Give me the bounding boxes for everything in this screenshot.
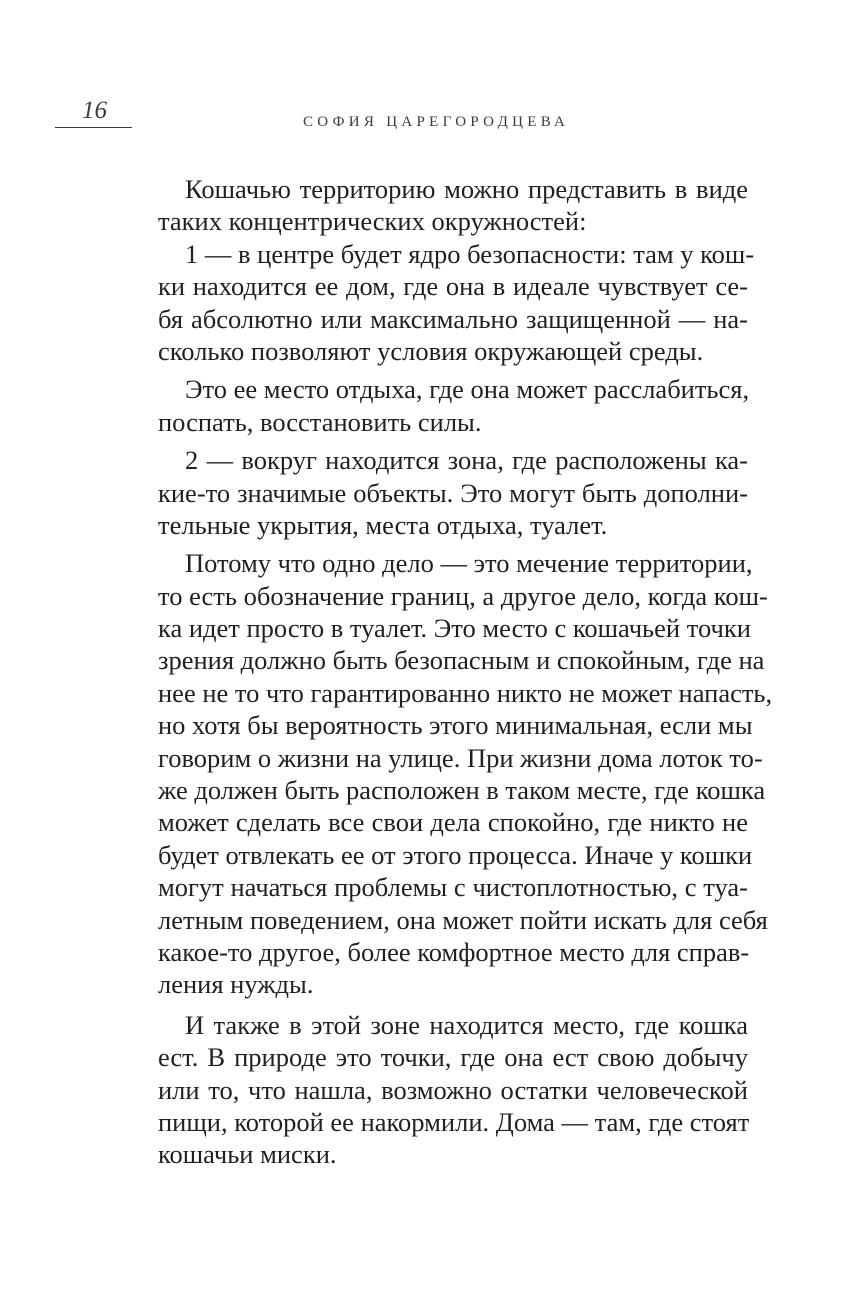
- page-number-rule: [55, 127, 132, 128]
- text-line: могут начаться проблемы с чистоплотностью, с туа-: [158, 872, 748, 903]
- text-line: Кошачью территорию можно представить в виде: [185, 174, 748, 204]
- text-line: ления нужды.: [158, 969, 314, 1000]
- text-line: бя абсолютно или максимально защищенной — на-: [158, 303, 748, 334]
- text-line: ка идет просто в туалет. Это место с кошачьей точки: [158, 613, 751, 644]
- text-line: будет отвлекать ее от этого процесса. Иначе у кошки: [158, 839, 753, 870]
- page-number: 16: [82, 97, 107, 124]
- text-line: нее не то что гарантированно никто не может напасть,: [158, 677, 773, 708]
- text-line: Потому что одно дело — это мечение территории,: [185, 548, 753, 579]
- text-line: говорим о жизни на улице. При жизни дома лоток то-: [158, 742, 763, 773]
- text-line: летным поведением, она может пойти искать для себя: [158, 904, 768, 935]
- text-line: ест. В природе это точки, где она ест свою добычу: [158, 1042, 748, 1073]
- text-line: но хотя бы вероятность этого минимальная, если мы: [158, 710, 753, 741]
- text-line: может сделать все свои дела спокойно, где никто не: [158, 807, 748, 838]
- text-line: кошачьи миски.: [158, 1139, 337, 1170]
- text-line: кие-то значимые объекты. Это могут быть дополни-: [158, 477, 748, 508]
- text-line: тельные укрытия, места отдыха, туалет.: [158, 509, 608, 540]
- body-text: [158, 173, 773, 1171]
- text-line: пищи, которой ее накормили. Дома — там, где стоят: [158, 1106, 750, 1137]
- text-line: же должен быть расположен в таком месте, где кошка: [158, 775, 766, 806]
- text-line: 1 — в центре будет ядро безопасности: там у кош-: [185, 238, 755, 269]
- text-line: поспать, восстановить силы.: [158, 406, 482, 437]
- text-line: сколько позволяют условия окружающей среды.: [158, 335, 704, 366]
- text-line: 2 — вокруг находится зона, где расположены ка-: [185, 445, 748, 476]
- text-line: какое-то другое, более комфортное место для справ-: [158, 936, 750, 967]
- text-line: таких концентрических окружностей:: [158, 206, 587, 237]
- text-line: И также в этой зоне находится место, где кошка: [185, 1009, 748, 1040]
- text-line: зрения должно быть безопасным и спокойным, где на: [158, 645, 765, 676]
- text-line: то есть обозначение границ, а другое дело, когда кош-: [158, 580, 768, 611]
- text-line: ки находится ее дом, где она в идеале чувствует се-: [158, 271, 748, 302]
- running-head: СОФИЯ ЦАРЕГОРОДЦЕВА: [303, 114, 570, 130]
- text-line: Это ее место отдыха, где она может расслабиться,: [185, 374, 750, 405]
- text-line: или то, что нашла, возможно остатки человеческой: [158, 1074, 748, 1105]
